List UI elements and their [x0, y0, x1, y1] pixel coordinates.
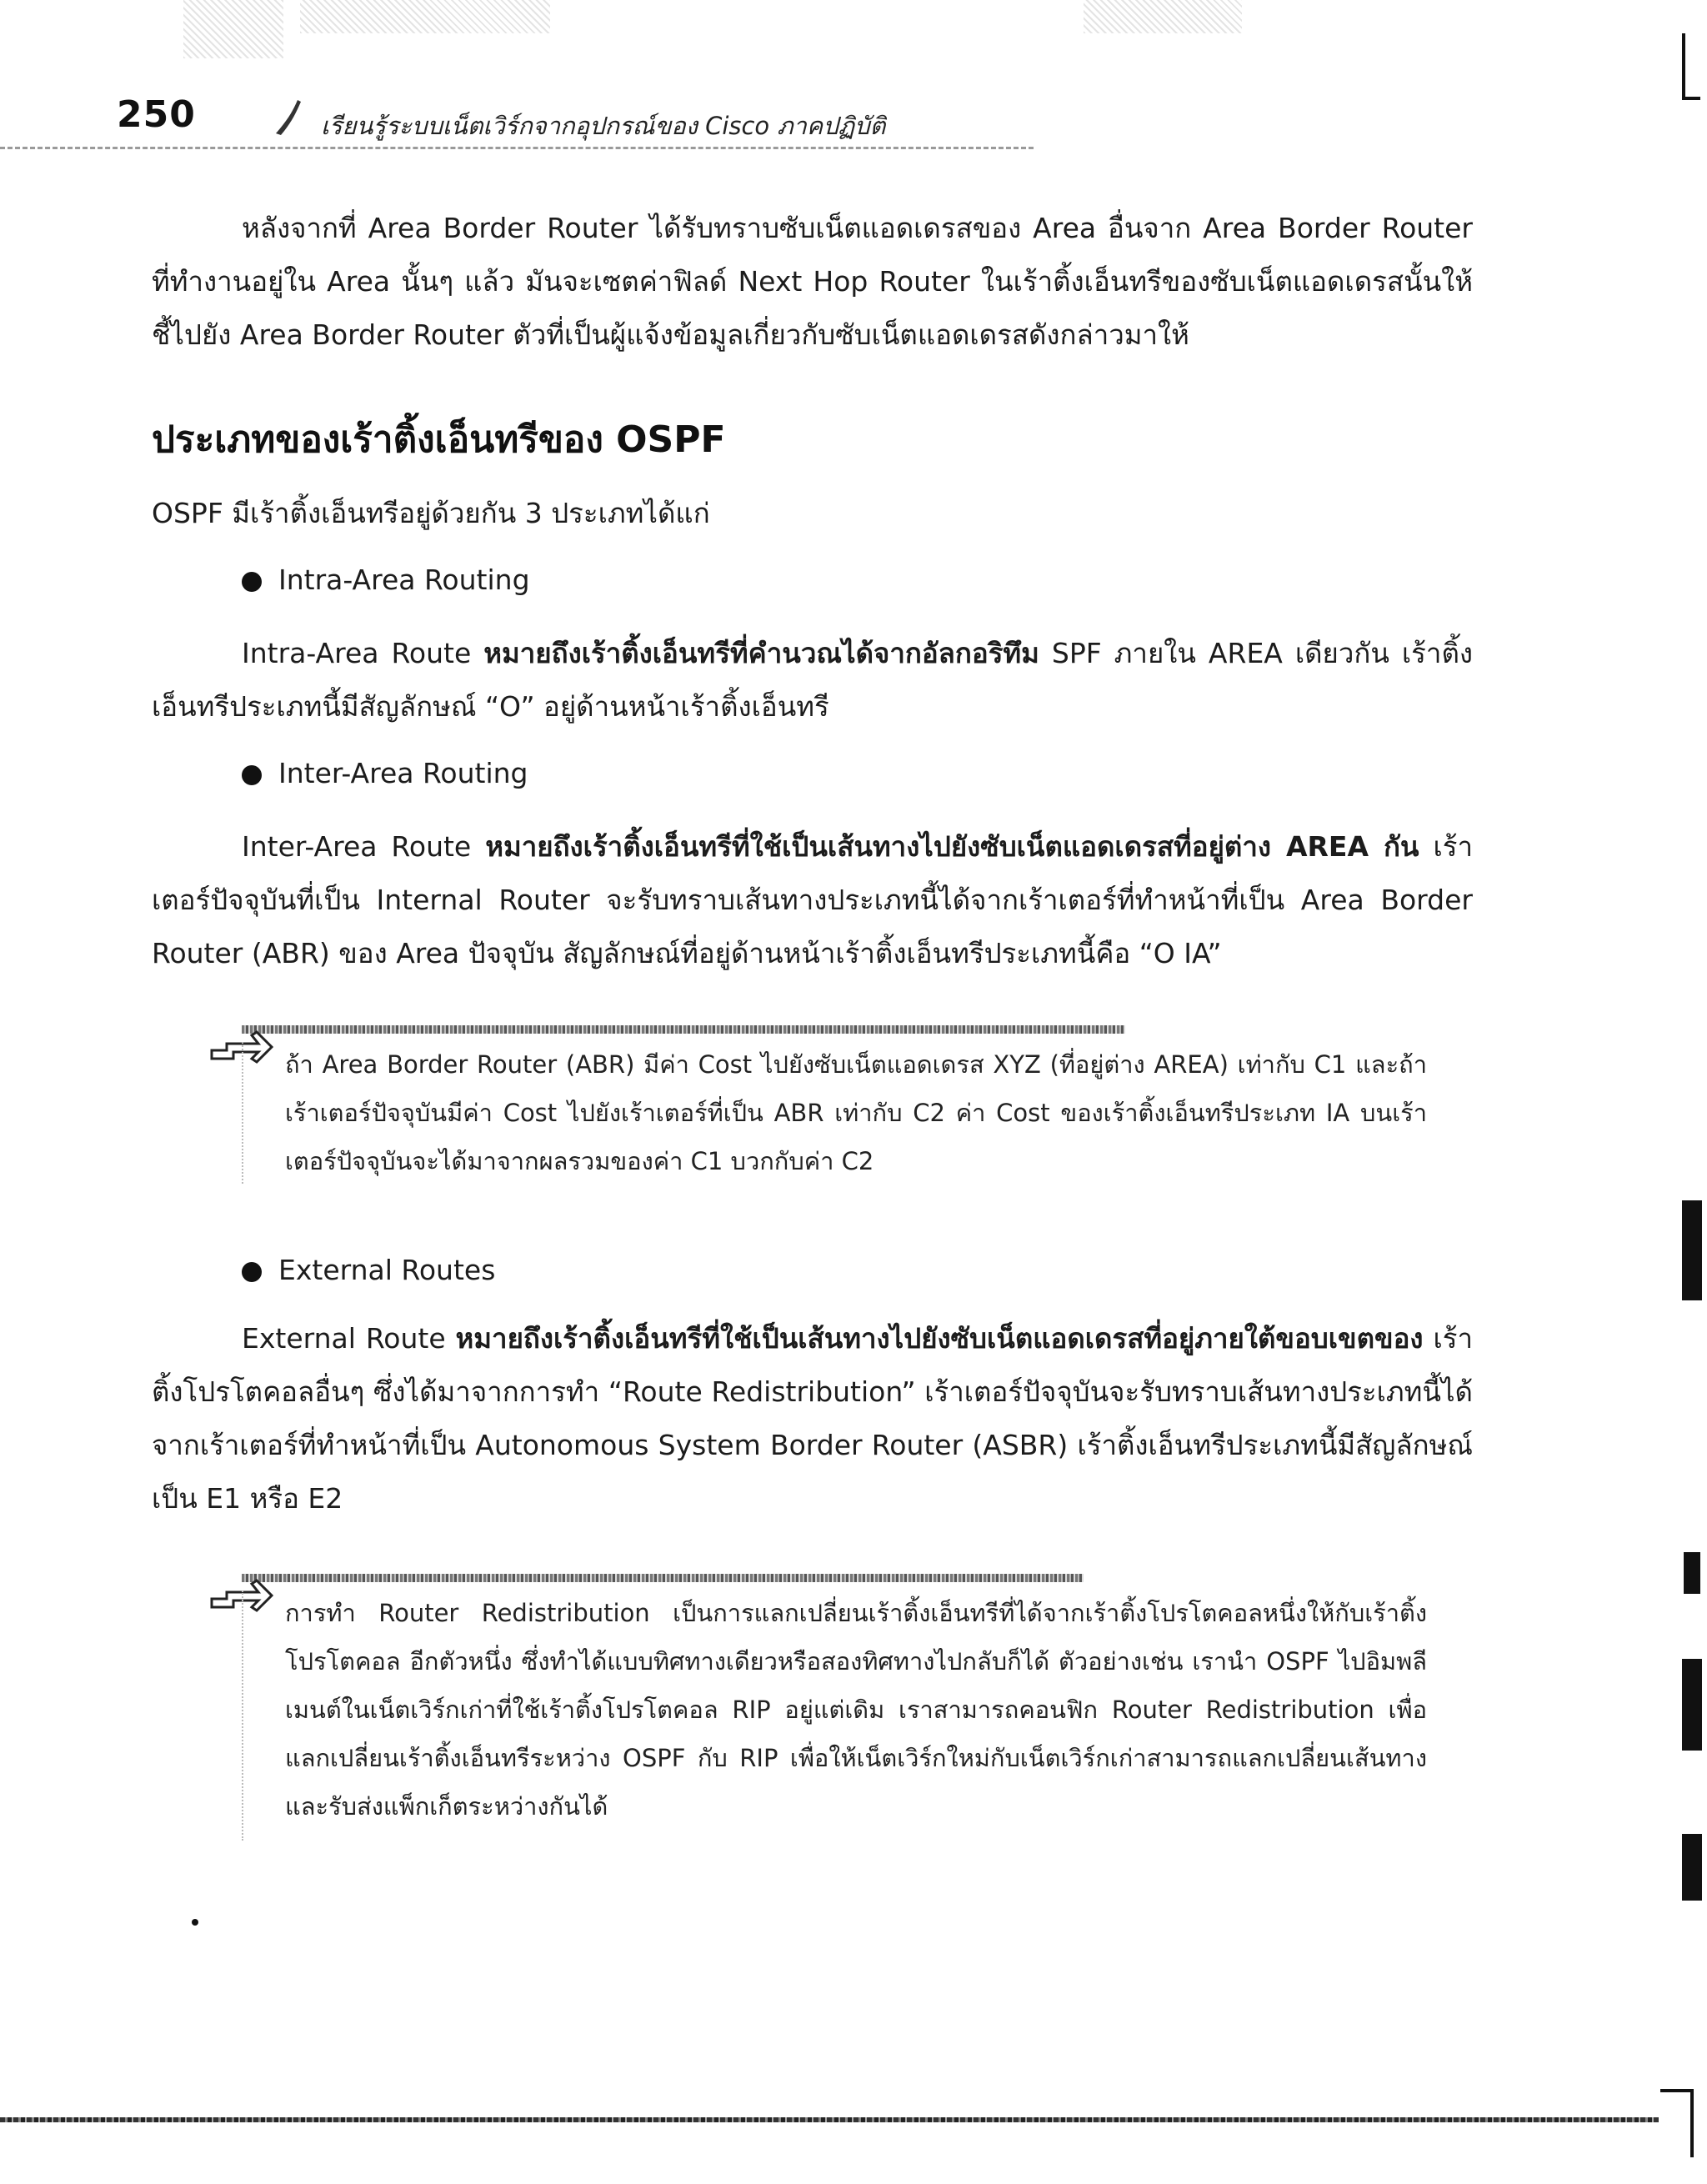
- bullet-intra-area: [242, 564, 530, 596]
- intra-term: Intra-Area Route: [242, 637, 472, 669]
- intro-paragraph: [152, 202, 1473, 362]
- section-intro: OSPF มีเร้าติ้งเอ็นทรีอยู่ด้วยกัน 3 ประเภทได้แก่: [152, 497, 710, 529]
- note-left-dots: [242, 1590, 277, 1841]
- stray-mark: [192, 1919, 198, 1926]
- external-rest: เร้าติ้งโปรโตคอลอื่นๆ ซึ่งได้มาจากการทำ “Route Redistribution” เร้าเตอร์ปัจจุบันจะรับทราบเส้นทางประเภทนี้ได้จากเร้าเตอร์ที่ทำหน้าที่เป็น Autonomous System Border Router (ASBR) เร้าติ้งเอ็นทรีประเภทนี้มีสัญลักษณ์เป็น E1 หรือ E2: [152, 1322, 1473, 1515]
- margin-mark: [1690, 2091, 1694, 2157]
- external-term: External Route: [242, 1322, 446, 1355]
- bullet-dot-icon: [242, 765, 262, 785]
- page-number: 250: [117, 93, 196, 136]
- margin-mark: [1682, 1659, 1702, 1751]
- note-cost-text: ถ้า Area Border Router (ABR) มีค่า Cost ไปยังซับเน็ตแอดเดรส XYZ (ที่อยู่ต่าง AREA) เท่ากับ C1 และถ้าเร้าเตอร์ปัจจุบันมีค่า Cost ไปยังเร้าเตอร์ที่เป็น ABR เท่ากับ C2 ค่า Cost ของเร้าติ้งเอ็นทรีประเภท IA บนเร้าเตอร์ปัจจุบันจะได้มาจากผลรวมของค่า C1 บวกกับค่า C2: [285, 1050, 1427, 1175]
- margin-mark: [1682, 33, 1685, 100]
- external-paragraph: [152, 1312, 1473, 1525]
- bullet-inter-area: [242, 757, 528, 789]
- margin-mark: [1660, 2089, 1694, 2092]
- bullet-dot-icon: [242, 572, 262, 592]
- intra-bold: หมายถึงเร้าติ้งเอ็นทรีที่คำนวณได้จากอัลกอริทึม: [483, 637, 1039, 669]
- note-left-dots: [242, 1042, 277, 1184]
- margin-mark: [1682, 97, 1700, 100]
- margin-mark: [1684, 1552, 1700, 1594]
- note-redistribution-text: การทำ Router Redistribution เป็นการแลกเปลี่ยนเร้าติ้งเอ็นทรีที่ได้จากเร้าติ้งโปรโตคอลหนึ่งให้กับเร้าติ้งโปรโตคอล อีกตัวหนึ่ง ซึ่งทำได้แบบทิศทางเดียวหรือสองทิศทางไปกลับก็ได้ ตัวอย่างเช่น เรานำ OSPF ไปอิมพลีเมนต์ในเน็ตเวิร์กเก่าที่ใช้เร้าติ้งโปรโตคอล RIP อยู่แต่เดิม เราสามารถคอนฟิก Router Redistribution เพื่อแลกเปลี่ยนเร้าติ้งเอ็นทรีระหว่าง OSPF กับ RIP เพื่อให้เน็ตเวิร์กใหม่กับเน็ตเวิร์กเก่าสามารถแลกเปลี่ยนเส้นทางและรับส่งแพ็กเก็ตระหว่างกันได้: [285, 1599, 1427, 1821]
- intra-paragraph: [152, 627, 1473, 734]
- header-rule: [0, 147, 1034, 149]
- external-heading: External Routes: [278, 1254, 496, 1286]
- intra-heading: Intra-Area Routing: [278, 564, 530, 596]
- bullet-external: [242, 1254, 495, 1286]
- inter-bold: หมายถึงเร้าติ้งเอ็นทรีที่ใช้เป็นเส้นทางไปยังซับเน็ตแอดเดรสที่อยู่ต่าง AREA กัน: [485, 830, 1419, 863]
- inter-term: Inter-Area Route: [242, 830, 472, 863]
- inter-heading: Inter-Area Routing: [278, 757, 528, 789]
- intra-rest: SPF ภายใน AREA เดียวกัน เร้าติ้งเอ็นทรีประเภทนี้มีสัญลักษณ์ “O” อยู่ด้านหน้าเร้าติ้งเอ็นทรี: [152, 637, 1473, 723]
- inter-rest: เร้าเตอร์ปัจจุบันที่เป็น Internal Router จะรับทราบเส้นทางประเภทนี้ได้จากเร้าเตอร์ที่ทำหน้าที่เป็น Area Border Router (ABR) ของ Area ปัจจุบัน สัญลักษณ์ที่อยู่ด้านหน้าเร้าติ้งเอ็นทรีประเภทนี้คือ “O IA”: [152, 830, 1473, 969]
- bullet-dot-icon: [242, 1262, 262, 1282]
- bottom-rule: [0, 2117, 1659, 2122]
- scan-noise-top-right: [1084, 0, 1242, 33]
- external-bold: หมายถึงเร้าติ้งเอ็นทรีที่ใช้เป็นเส้นทางไปยังซับเน็ตแอดเดรสที่อยู่ภายใต้ขอบเขตของ: [455, 1322, 1424, 1355]
- running-title: เรียนรู้ระบบเน็ตเวิร์กจากอุปกรณ์ของ Cisco ภาคปฏิบัติ: [321, 112, 886, 140]
- inter-paragraph: [152, 820, 1473, 980]
- margin-mark: [1682, 1834, 1702, 1901]
- scan-noise-top-middle: [300, 0, 550, 33]
- note-top-bar: [242, 1574, 1084, 1582]
- header-flourish-icon: [271, 98, 304, 137]
- section-title: ประเภทของเร้าติ้งเอ็นทรีของ OSPF: [152, 418, 726, 461]
- intro-text: หลังจากที่ Area Border Router ได้รับทราบซับเน็ตแอดเดรสของ Area อื่นจาก Area Border Router ที่ทำงานอยู่ใน Area นั้นๆ แล้ว มันจะเซตค่าฟิลด์ Next Hop Router ในเร้าติ้งเอ็นทรีของซับเน็ตแอดเดรสนั้นให้ชี้ไปยัง Area Border Router ตัวที่เป็นผู้แจ้งข้อมูลเกี่ยวกับซับเน็ตแอดเดรสดังกล่าวมาให้: [152, 212, 1473, 351]
- note-box-redistribution: [208, 1574, 1442, 1849]
- note-box-cost: [208, 1025, 1442, 1192]
- note-top-bar: [242, 1025, 1125, 1034]
- scan-noise-top-left: [183, 0, 283, 58]
- margin-mark: [1682, 1200, 1702, 1300]
